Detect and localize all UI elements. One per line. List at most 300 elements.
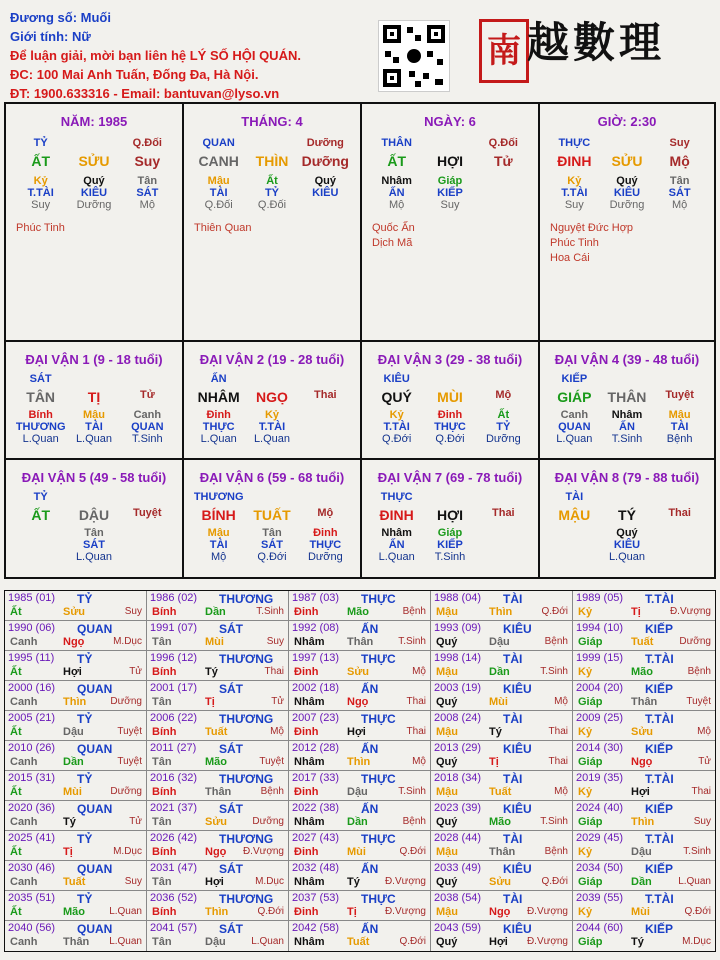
year-can: Đinh xyxy=(294,906,319,918)
annual-cell[interactable] xyxy=(5,831,147,860)
dai-van-hidden-row-item: Giáp xyxy=(437,527,463,539)
year-star: THƯƠNG xyxy=(219,772,274,786)
dai-van-status-row xyxy=(362,551,538,563)
year-chi: Tị xyxy=(631,606,641,618)
year-label: 1997 (13) xyxy=(292,652,340,664)
annual-cell[interactable] xyxy=(431,681,573,710)
annual-cell[interactable] xyxy=(147,591,289,620)
dai-van-can-chi-row xyxy=(6,389,182,405)
year-label: 2033 (49) xyxy=(434,862,482,874)
dai-van-can: MẬU xyxy=(558,507,591,523)
dai-van-chi: NGỌ xyxy=(256,389,288,405)
annual-cell[interactable] xyxy=(147,801,289,830)
pillar-can-chi-row-item: THÌN xyxy=(255,153,289,169)
dai-van-hidden-star-row-item: ẤN xyxy=(619,421,635,433)
dai-van-status-row-item: Dưỡng xyxy=(307,551,343,563)
dai-van-hidden-row-item: Kỷ xyxy=(389,409,404,421)
dai-van-hidden-star-row xyxy=(540,539,714,551)
dai-van-hidden-star-row-item: QUAN xyxy=(558,421,591,433)
annual-cell[interactable] xyxy=(147,891,289,920)
year-label: 1990 (06) xyxy=(8,622,56,634)
year-star: TỶ xyxy=(77,592,93,606)
year-status: Q.Đới xyxy=(684,906,711,917)
annual-cell[interactable] xyxy=(5,891,147,920)
dai-van-status-row-item: L.Quan xyxy=(75,433,113,445)
pillar-hidden-star-row-item: SÁT xyxy=(668,187,691,199)
year-can: Tân xyxy=(152,636,172,648)
year-star: KIÊU xyxy=(503,802,532,816)
pillar-star-row-item xyxy=(246,137,299,149)
annual-cell[interactable] xyxy=(573,771,715,800)
pillar-note: Phúc Tinh xyxy=(550,237,599,249)
annual-cell[interactable] xyxy=(573,651,715,680)
year-status: Mộ xyxy=(697,726,711,737)
year-status: L.Quan xyxy=(109,936,142,947)
dai-van-hidden-star-row-item xyxy=(121,539,174,551)
year-label: 1999 (15) xyxy=(576,652,624,664)
annual-cell[interactable] xyxy=(289,711,431,740)
year-label: 1994 (10) xyxy=(576,622,624,634)
dai-van-status-row-item xyxy=(299,433,352,445)
annual-cell[interactable] xyxy=(289,681,431,710)
year-can: Kỷ xyxy=(578,726,593,738)
pillar-star-row-item xyxy=(68,137,121,149)
annual-cell[interactable] xyxy=(289,741,431,770)
dai-van-status-row-item xyxy=(14,551,67,563)
pillar-hidden-row-item: Tân xyxy=(137,175,158,187)
year-status: Tử xyxy=(271,696,284,707)
dai-van-title: ĐẠI VẬN 2 (19 - 28 tuổi) xyxy=(199,352,345,367)
pillar-hidden-row-item: Mậu xyxy=(207,175,230,187)
annual-cell[interactable] xyxy=(573,891,715,920)
dai-van-status-row xyxy=(184,433,360,445)
year-star: QUAN xyxy=(77,682,113,696)
year-star: TỶ xyxy=(77,892,93,906)
dai-van-title: ĐẠI VẬN 4 (39 - 48 tuổi) xyxy=(554,352,700,367)
annual-cell[interactable] xyxy=(431,921,573,951)
dai-van-star-row xyxy=(184,373,360,385)
dai-van-hidden-star-row-item xyxy=(654,539,706,551)
dai-van-hidden-star-row-item: KIẾP xyxy=(437,539,463,551)
dai-van-status-row-item: Q.Đới xyxy=(382,433,412,445)
dai-van-status-row-item xyxy=(654,551,706,563)
year-label: 2039 (55) xyxy=(576,892,624,904)
contact-line-2: ĐC: 100 Mai Anh Tuấn, Đống Đa, Hà Nội. xyxy=(10,67,259,82)
annual-cell[interactable] xyxy=(573,681,715,710)
year-label: 2008 (24) xyxy=(434,712,482,724)
year-label: 2030 (46) xyxy=(8,862,56,874)
annual-cell[interactable] xyxy=(573,861,715,890)
annual-cell[interactable] xyxy=(573,591,715,620)
pillar-note: Thiên Quan xyxy=(194,222,252,234)
year-status: L.Quan xyxy=(109,906,142,917)
year-chi: Tị xyxy=(63,846,73,858)
year-can: Giáp xyxy=(578,696,603,708)
dai-van-hidden-star-row-item xyxy=(299,421,352,433)
annual-cell[interactable] xyxy=(289,891,431,920)
dai-van-chi: MÙI xyxy=(437,389,463,405)
annual-cell[interactable] xyxy=(431,771,573,800)
year-status: Đ.Vượng xyxy=(669,606,711,617)
year-chi: Dậu xyxy=(63,726,84,738)
dai-van-can: TÂN xyxy=(26,389,56,405)
annual-row xyxy=(5,921,715,951)
dai-van-hidden-row-item: Mậu xyxy=(207,527,230,539)
year-label: 2024 (40) xyxy=(576,802,624,814)
pillar-status-row xyxy=(362,199,538,211)
dai-van-hidden-row-item: Đinh xyxy=(313,527,338,539)
year-can: Tân xyxy=(152,696,172,708)
dai-van-hidden-star-row-item xyxy=(548,539,600,551)
year-can: Mậu xyxy=(436,786,458,798)
pillar-hidden-row-item: Giáp xyxy=(437,175,463,187)
pillar-note: Dịch Mã xyxy=(372,237,413,249)
annual-cell[interactable] xyxy=(147,861,289,890)
dai-van-status-row-item: Mộ xyxy=(211,551,227,563)
year-star: TỶ xyxy=(77,832,93,846)
year-star: ẤN xyxy=(361,922,379,936)
annual-row xyxy=(5,591,715,621)
dai-van-star: SÁT xyxy=(29,373,52,385)
dai-van-can-chi-row xyxy=(362,389,538,405)
pillar-can-chi-row-item: Dưỡng xyxy=(301,153,349,169)
dai-van-cell[interactable] xyxy=(362,460,540,579)
dai-van-status-row-item: Q.Đới xyxy=(257,551,287,563)
annual-cell[interactable] xyxy=(5,801,147,830)
dai-van-ts: Tuyệt xyxy=(133,507,162,519)
dai-van-cell[interactable] xyxy=(540,342,714,460)
year-can: Bính xyxy=(152,906,177,918)
year-can: Quý xyxy=(436,876,458,888)
year-label: 2005 (21) xyxy=(8,712,56,724)
year-status: T.Sinh xyxy=(540,666,568,677)
pillar-hidden-star-row xyxy=(6,187,182,199)
annual-cell[interactable] xyxy=(147,681,289,710)
year-label: 2000 (16) xyxy=(8,682,56,694)
dai-van-hidden-star-row xyxy=(6,539,182,551)
dai-van-title: ĐẠI VẬN 5 (49 - 58 tuổi) xyxy=(21,470,167,485)
annual-cell[interactable] xyxy=(147,771,289,800)
pillar-star-row-item: THÂN xyxy=(381,137,412,149)
annual-cell[interactable] xyxy=(573,921,715,951)
dai-van-hidden-row-item: Tân xyxy=(262,527,282,539)
year-star: KIẾP xyxy=(645,922,674,936)
annual-cell[interactable] xyxy=(431,861,573,890)
dai-van-hidden-star-row-item: THƯƠNG xyxy=(15,421,66,433)
pillar-can-chi-row-item: ĐINH xyxy=(557,153,592,169)
year-status: Thai xyxy=(548,726,568,737)
pillar-title: THÁNG: 4 xyxy=(241,114,303,129)
year-can: Canh xyxy=(10,756,38,768)
dai-van-status-row-item: T.Sinh xyxy=(132,433,163,445)
annual-cell[interactable] xyxy=(573,711,715,740)
pillar-can-chi-row-item: Tử xyxy=(493,153,513,169)
year-label: 2032 (48) xyxy=(292,862,340,874)
pillar-can-chi-row xyxy=(184,153,360,169)
annual-cell[interactable] xyxy=(573,621,715,650)
pillar-note: Hoa Cái xyxy=(550,252,590,264)
dai-van-hidden-row-item: Mậu xyxy=(668,409,691,421)
year-status: Bệnh xyxy=(687,666,711,677)
annual-cell[interactable] xyxy=(147,711,289,740)
annual-cell[interactable] xyxy=(5,861,147,890)
dai-van-hidden-row-item xyxy=(299,409,352,421)
annual-row xyxy=(5,891,715,921)
annual-cell[interactable] xyxy=(289,651,431,680)
year-label: 2021 (37) xyxy=(150,802,198,814)
year-label: 2031 (47) xyxy=(150,862,198,874)
year-status: Thai xyxy=(406,696,426,707)
pillar-can-chi-row xyxy=(540,153,714,169)
annual-cell[interactable] xyxy=(431,651,573,680)
year-star: KIẾP xyxy=(645,742,674,756)
year-label: 2018 (34) xyxy=(434,772,482,784)
year-status: Đ.Vượng xyxy=(526,936,568,947)
annual-cell[interactable] xyxy=(5,621,147,650)
year-label: 2015 (31) xyxy=(8,772,56,784)
year-chi: Mão xyxy=(489,816,511,828)
year-star: TÀI xyxy=(503,652,523,666)
pillar-status-row-item: Mộ xyxy=(389,199,405,211)
year-label: 2016 (32) xyxy=(150,772,198,784)
annual-cell[interactable] xyxy=(573,741,715,770)
annual-cell[interactable] xyxy=(431,711,573,740)
dai-van-status-row xyxy=(362,433,538,445)
dai-van-title: ĐẠI VẬN 7 (69 - 78 tuổi) xyxy=(377,470,523,485)
dai-van-cell[interactable] xyxy=(540,460,714,579)
year-chi: Dần xyxy=(63,756,84,768)
year-label: 2001 (17) xyxy=(150,682,198,694)
year-can: Ất xyxy=(10,726,22,738)
annual-cell[interactable] xyxy=(147,651,289,680)
year-star: T.TÀI xyxy=(645,712,674,726)
annual-cell[interactable] xyxy=(289,801,431,830)
year-label: 2006 (22) xyxy=(150,712,198,724)
dai-van-hidden-star-row-item xyxy=(14,539,67,551)
dai-van-ts: Thai xyxy=(668,507,691,519)
year-star: KIẾP xyxy=(645,802,674,816)
dai-van-cell[interactable] xyxy=(184,342,362,460)
annual-cell[interactable] xyxy=(5,921,147,951)
year-star: ẤN xyxy=(361,622,379,636)
year-chi: Tý xyxy=(205,666,218,678)
year-status: Thai xyxy=(548,756,568,767)
annual-cell[interactable] xyxy=(5,771,147,800)
year-star: QUAN xyxy=(77,862,113,876)
pillar-hidden-row-item: Tân xyxy=(669,175,690,187)
year-status: Mộ xyxy=(412,756,426,767)
annual-cell[interactable] xyxy=(431,591,573,620)
dai-van-star-row xyxy=(6,373,182,385)
year-can: Mậu xyxy=(436,906,458,918)
year-chi: Mão xyxy=(631,666,653,678)
year-can: Kỷ xyxy=(578,606,593,618)
year-chi: Hợi xyxy=(347,726,366,738)
dai-van-can-chi-row xyxy=(540,389,714,405)
dai-van-cell[interactable] xyxy=(6,460,184,579)
dai-van-cell[interactable] xyxy=(362,342,540,460)
year-status: Mộ xyxy=(412,666,426,677)
year-can: Nhâm xyxy=(294,936,325,948)
year-status: Thai xyxy=(691,786,711,797)
annual-cell[interactable] xyxy=(573,801,715,830)
year-label: 2025 (41) xyxy=(8,832,56,844)
year-chi: Mùi xyxy=(347,846,366,858)
pillar-cell xyxy=(362,104,540,342)
annual-cell[interactable] xyxy=(289,831,431,860)
dai-van-can-chi-row xyxy=(184,507,360,523)
year-status: Q.Đới xyxy=(399,936,426,947)
year-can: Ất xyxy=(10,786,22,798)
annual-cell[interactable] xyxy=(5,741,147,770)
chart-grid xyxy=(4,102,716,579)
annual-cell[interactable] xyxy=(289,591,431,620)
annual-cell[interactable] xyxy=(431,891,573,920)
year-can: Đinh xyxy=(294,726,319,738)
pillar-star-row-item: Q.Đối xyxy=(132,137,162,149)
annual-row xyxy=(5,861,715,891)
year-star: THƯƠNG xyxy=(219,832,274,846)
year-status: Dưỡng xyxy=(110,696,142,707)
year-can: Tân xyxy=(152,936,172,948)
dai-van-star: KIÊU xyxy=(383,373,410,385)
dai-van-status-row-item: L.Quan xyxy=(378,551,415,563)
pillar-hidden-row-item: Quý xyxy=(83,175,105,187)
pillar-star-row-item: THỰC xyxy=(558,137,591,149)
pillar-cell xyxy=(6,104,184,342)
year-can: Nhâm xyxy=(294,876,325,888)
pillar-note: Phúc Tinh xyxy=(16,222,65,234)
year-chi: Sửu xyxy=(631,726,654,738)
year-chi: Hợi xyxy=(489,936,508,948)
year-can: Canh xyxy=(10,876,38,888)
dai-van-hidden-row-item xyxy=(548,527,600,539)
dai-van-hidden-star-row-item: THỰC xyxy=(202,421,235,433)
year-can: Mậu xyxy=(436,606,458,618)
year-status: Bệnh xyxy=(544,636,568,647)
year-status: T.Sinh xyxy=(683,846,711,857)
dai-van-cell[interactable] xyxy=(6,342,184,460)
year-status: Đ.Vượng xyxy=(242,846,284,857)
annual-cell[interactable] xyxy=(5,651,147,680)
pillar-star-row-item xyxy=(601,137,653,149)
annual-cell[interactable] xyxy=(147,741,289,770)
annual-cell[interactable] xyxy=(147,621,289,650)
year-can: Đinh xyxy=(294,786,319,798)
year-label: 2028 (44) xyxy=(434,832,482,844)
year-chi: Mão xyxy=(347,606,369,618)
year-star: T.TÀI xyxy=(645,892,674,906)
annual-cell[interactable] xyxy=(289,771,431,800)
pillar-hidden-star-row-item: TÀI xyxy=(209,187,228,199)
dai-van-hidden-star-row xyxy=(362,539,538,551)
year-star: TÀI xyxy=(503,832,523,846)
year-chi: Thìn xyxy=(63,696,87,708)
pillar-status-row xyxy=(184,199,360,211)
annual-row xyxy=(5,711,715,741)
year-chi: Thân xyxy=(347,636,374,648)
dai-van-cell[interactable] xyxy=(184,460,362,579)
year-star: KIẾP xyxy=(645,862,674,876)
annual-cell[interactable] xyxy=(147,921,289,951)
annual-cell[interactable] xyxy=(289,861,431,890)
qr-code-icon[interactable] xyxy=(378,20,450,92)
year-can: Bính xyxy=(152,666,177,678)
annual-cell[interactable] xyxy=(431,741,573,770)
annual-cell[interactable] xyxy=(573,831,715,860)
annual-cell[interactable] xyxy=(147,831,289,860)
year-label: 1991 (07) xyxy=(150,622,198,634)
annual-cell[interactable] xyxy=(289,621,431,650)
year-star: SÁT xyxy=(219,742,243,756)
annual-cell[interactable] xyxy=(431,801,573,830)
pillar-star-row xyxy=(6,137,182,149)
dai-van-hidden-row-item: Đinh xyxy=(437,409,463,421)
annual-cell[interactable] xyxy=(5,591,147,620)
pillar-star-row xyxy=(540,137,714,149)
dai-van-ts: Mộ xyxy=(317,507,334,519)
pillar-hidden-star-row-item: KIÊU xyxy=(80,187,108,199)
annual-cell[interactable] xyxy=(5,711,147,740)
annual-row xyxy=(5,771,715,801)
year-status: Dưỡng xyxy=(110,786,142,797)
year-chi: Ngọ xyxy=(631,756,653,768)
annual-cell[interactable] xyxy=(431,621,573,650)
annual-cell[interactable] xyxy=(289,921,431,951)
pillar-hidden-row xyxy=(184,175,360,187)
year-status: Tử xyxy=(129,666,142,677)
dai-van-hidden-row-item xyxy=(477,527,530,539)
year-label: 1988 (04) xyxy=(434,592,482,604)
dai-van-hidden-row-item: Mậu xyxy=(82,409,105,421)
year-star: QUAN xyxy=(77,802,113,816)
year-label: 2010 (26) xyxy=(8,742,56,754)
year-chi: Hợi xyxy=(631,786,650,798)
dai-van-hidden-row-item: Canh xyxy=(560,409,589,421)
dai-van-hidden-star-row-item: TÀI xyxy=(670,421,689,433)
pillar-can-chi-row-item: HỢI xyxy=(437,153,463,169)
year-chi: Tý xyxy=(63,816,76,828)
dai-van-can-chi-row xyxy=(540,507,714,523)
year-star: THƯƠNG xyxy=(219,652,274,666)
year-star: T.TÀI xyxy=(645,592,674,606)
annual-row xyxy=(5,681,715,711)
dai-van-hidden-row-item: Tân xyxy=(84,527,104,539)
pillar-title: NGÀY: 6 xyxy=(424,114,476,129)
pillar-notes xyxy=(362,211,538,251)
year-can: Tân xyxy=(152,816,172,828)
pillar-status-row-item: Mộ xyxy=(672,199,688,211)
annual-cell[interactable] xyxy=(5,681,147,710)
year-label: 2044 (60) xyxy=(576,922,624,934)
year-chi: Hợi xyxy=(63,666,82,678)
year-chi: Thân xyxy=(205,786,232,798)
gioi-tinh: Giới tính: Nữ xyxy=(10,29,91,44)
dai-van-hidden-star-row-item: T.TÀI xyxy=(383,421,410,433)
pillar-hidden-star-row-item: TỶ xyxy=(264,187,280,199)
year-status: Tuyệt xyxy=(686,696,711,707)
year-chi: Tý xyxy=(631,936,644,948)
dai-van-hidden-star-row-item: QUAN xyxy=(131,421,164,433)
year-label: 2037 (53) xyxy=(292,892,340,904)
pillar-star-row-item: Suy xyxy=(669,137,690,149)
year-can: Nhâm xyxy=(294,636,325,648)
annual-cell[interactable] xyxy=(431,831,573,860)
year-label: 1996 (12) xyxy=(150,652,198,664)
duong-so: Đương số: Muối xyxy=(10,10,111,25)
pillar-can-chi-row-item: CANH xyxy=(198,153,239,169)
year-status: Dưỡng xyxy=(679,636,711,647)
